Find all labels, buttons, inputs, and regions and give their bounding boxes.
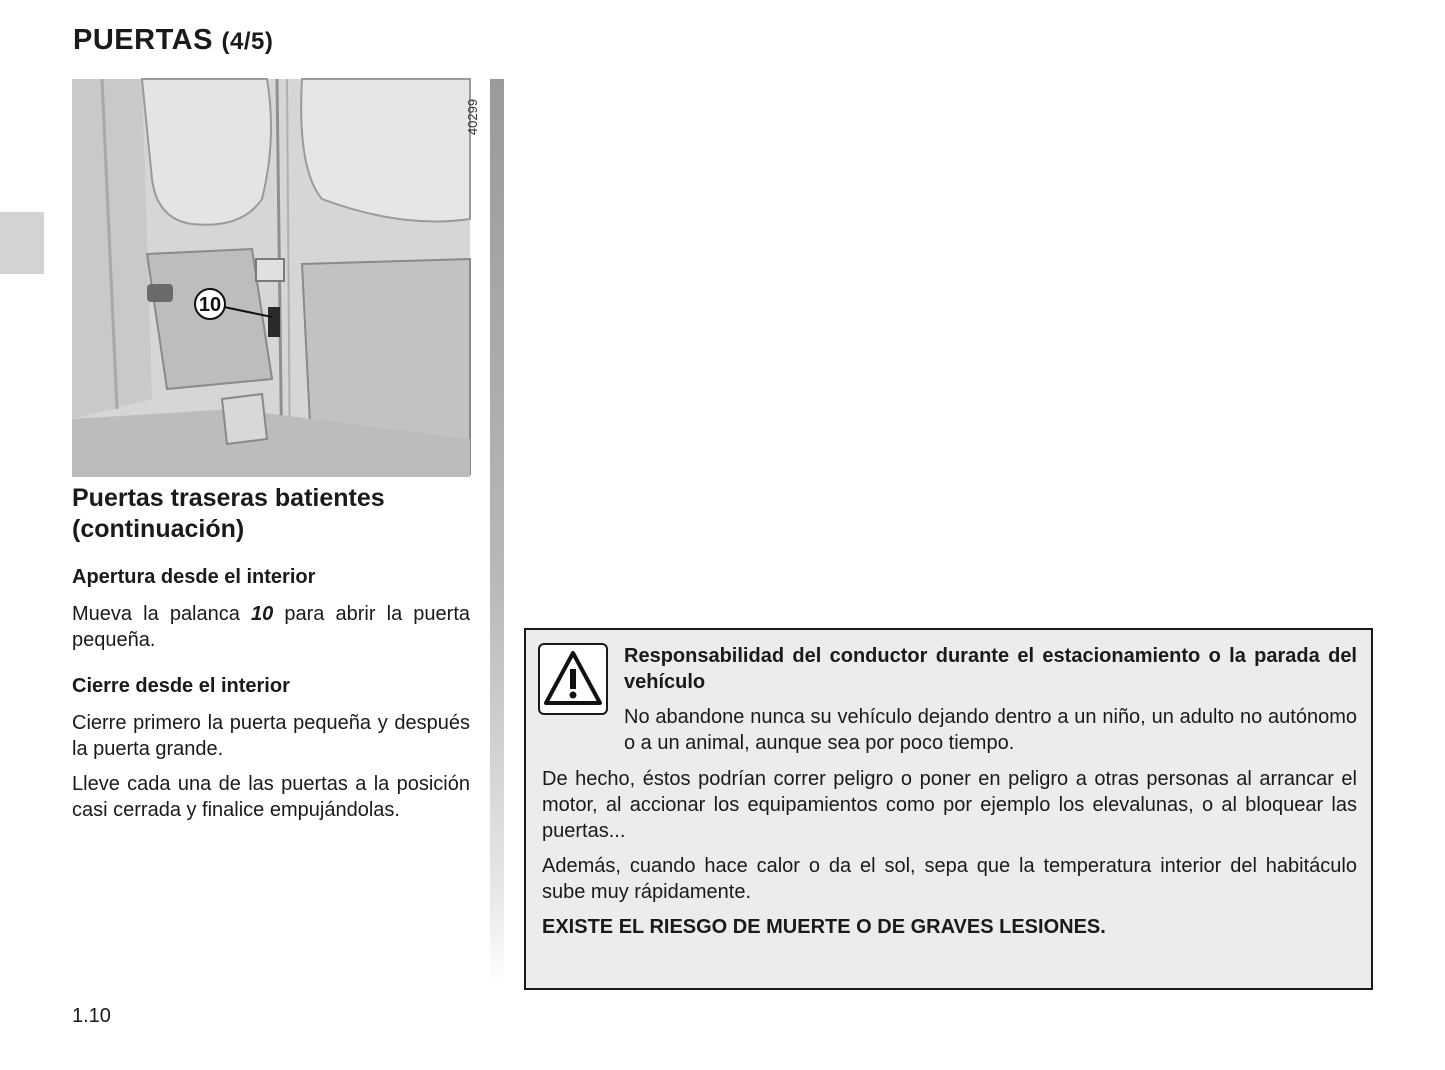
opening-heading: Apertura desde el interior [72,566,316,588]
warning-text-1: No abandone nunca su vehículo dejando dentro a un niño, un adulto no autónomo o a un animal, aunque sea por poco tiempo. [624,706,1357,754]
warning-text-3: Además, cuando hace calor o da el sol, sepa que la temperatura interior del habitáculo sube muy rápidamente. [542,855,1357,903]
column-divider [490,79,504,985]
warning-danger-statement: EXISTE EL RIESGO DE MUERTE O DE GRAVES LESIONES. [542,916,1106,938]
page-title-counter: (4/5) [221,28,274,55]
section-title [72,483,472,545]
section-title-line1: Puertas traseras batientes [72,484,385,512]
closing-text-2: Lleve cada una de las puertas a la posición casi cerrada y finalice empujándolas. [72,773,470,821]
warning-box [524,628,1373,990]
page-number: 1.10 [72,1005,111,1027]
opening-text-end: para abrir la puerta pequeña. [72,603,471,651]
section-title-line2: (continuación) [72,515,245,543]
rear-door-drawing [72,79,480,477]
figure-code: 40299 [465,98,480,136]
warning-title: Responsabilidad del conductor durante el estacionamiento o la parada del vehículo [624,645,1357,693]
chapter-side-tab [0,212,44,274]
page-title-text: PUERTAS [73,24,213,56]
opening-text-start: Mueva la palanca [72,603,251,625]
closing-text-1: Cierre primero la puerta pequeña y después la puerta grande. [72,712,470,760]
warning-triangle-icon [538,643,608,715]
opening-text [72,601,470,653]
warning-text-2: De hecho, éstos podrían correr peligro o poner en peligro a otras personas al arrancar el motor, al accionar los equipamientos como por ejemplo los elevalunas, o al bloquear las puertas... [542,768,1357,842]
closing-heading: Cierre desde el interior [72,675,290,697]
page-title [73,24,273,57]
lever-reference: 10 [251,603,274,625]
rear-door-illustration [72,79,480,477]
lever-callout-number: 10 [198,294,222,316]
